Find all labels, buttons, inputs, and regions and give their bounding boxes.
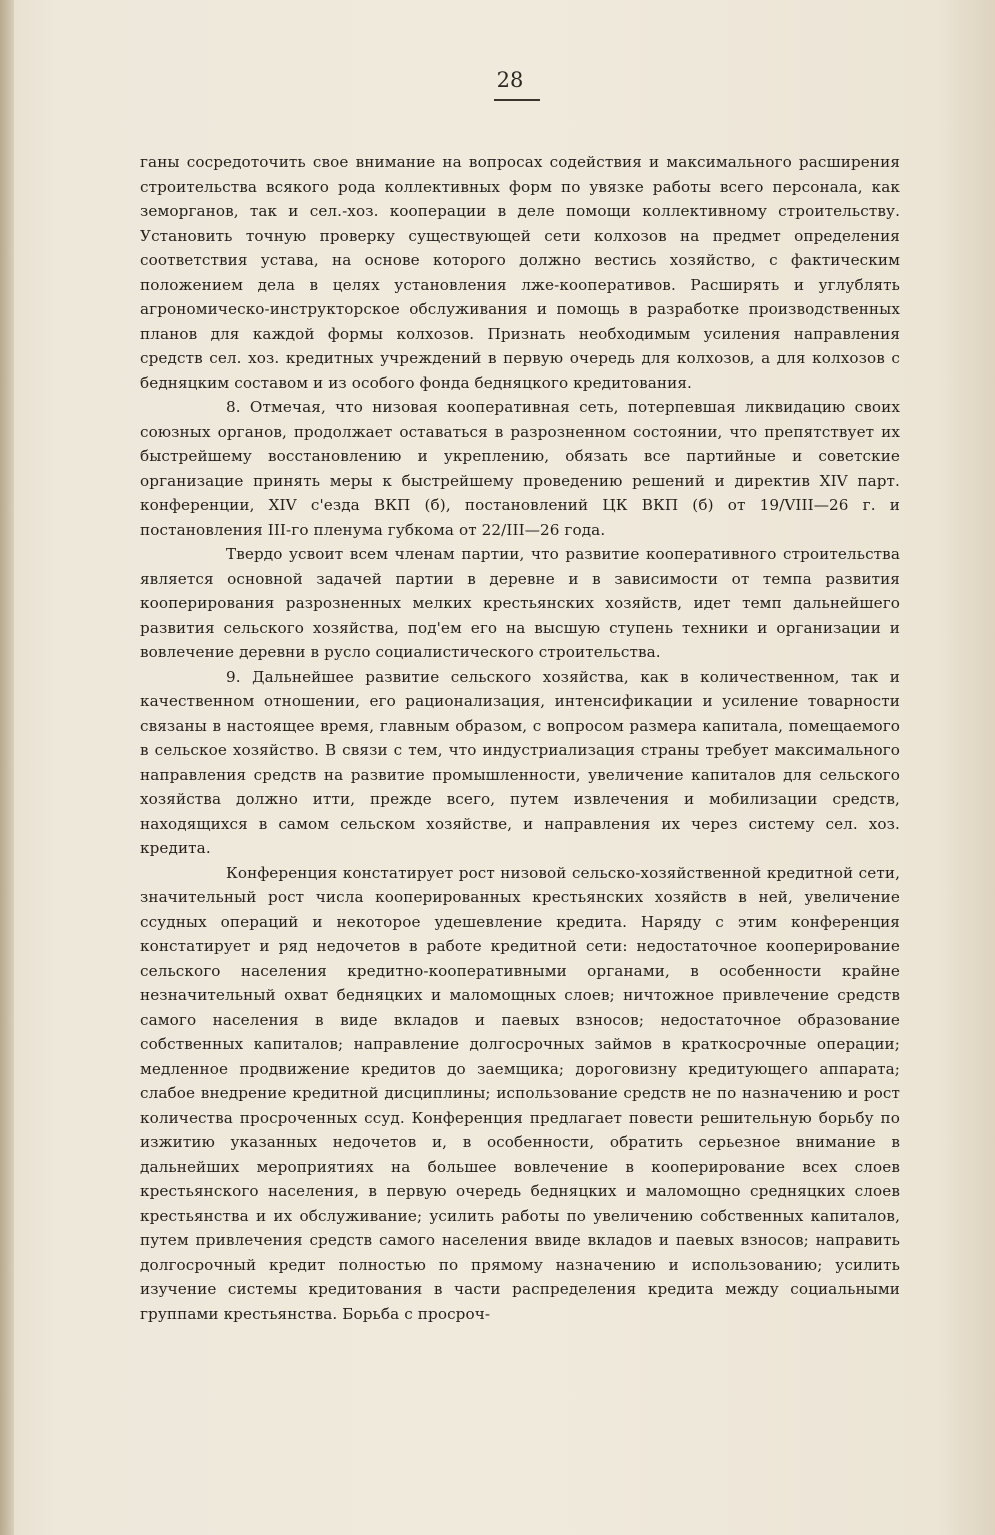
paragraph-resolution: Твердо усвоит всем членам партии, что развитие кооперативного строительства является основной задачей партии в деревне и в зависимости от темпа развития кооперирования разрозненных мелких крестьянских хозяйств, идет темп дальнейшего развития сельского хозяйства, под'ем его на высшую ступень техники и организации и вовлечение деревни в русло социалистического строительства. (140, 545, 900, 661)
paragraph-item-9: 9. Дальнейшее развитие сельского хозяйства, как в количественном, так и качественном отношении, его рационализация, интенсификации и усиление товарности связаны в настоящее время, главным образом, с вопросом размера капитала, помещаемого в сельское хозяйство. В связи с тем, что индустриализация страны требует максимального направления средств на развитие промышленности, увеличение капиталов для сельского хозяйства должно итти, прежде всего, путем извлечения и мобилизации средств, находящихся в самом сельском хозяйстве, и направления их через систему сел. хоз. кредита. (140, 667, 900, 857)
paragraph-item-8: 8. Отмечая, что низовая кооперативная сеть, потерпевшая ликвидацию своих союзных органов, продолжает оставаться в разрозненном состоянии, что препятствует их быстрейшему восстановлению и укреплению, обязать все партийные и советские организацие принять меры к быстрейшему проведению решений и директив XIV парт. конференции, XIV с'езда ВКП (б), постановлений ЦК ВКП (б) от 19/VIII—26 г. и постановления III-го пленума губкома от 22/III—26 года. (140, 398, 900, 539)
page-number-underline (494, 99, 540, 101)
paragraph-continuation: ганы сосредоточить свое внимание на вопросах содействия и максимального расширения строительства всякого рода коллективных форм по увязке работы всего персонала, как земорганов, так и сел.-хоз. кооперации в деле помощи коллективному строительству. Установить точную проверку существующей сети колхозов на предмет определения соответствия устава, на основе которого должно вестись хозяйство, с фактическим положением дела в целях установления лже-кооперативов. Расширять и углублять агрономическо-инструкторское обслуживания и помощь в разработке производственных планов для каждой формы колхозов. Признать необходимым усиления направления средств сел. хоз. кредитных учреждений в первую очередь для колхозов, а для колхозов с бедняцким составом и из особого фонда бедняцкого кредитования. (140, 153, 900, 392)
page-binding-edge (0, 0, 14, 1535)
page-number: 28 (496, 68, 524, 92)
paragraph-conference: Конференция констатирует рост низовой сельско-хозяйственной кредитной сети, значительный рост числа кооперированных крестьянских хозяйств в ней, увеличение ссудных операций и некоторое удешевление кредита. Наряду с этим конференция констатирует и ряд недочетов в работе кредитной сети: недостаточное кооперирование сельского населения кредитно-кооперативными органами, в особенности крайне незначительный охват бедняцких и маломощных слоев; ничтожное привлечение средств самого населения в виде вкладов и паевых взносов; недостаточное образование собственных капиталов; направление долгосрочных займов в краткосрочные операции; медленное продвижение кредитов до заемщика; дороговизну кредитующего аппарата; слабое внедрение кредитной дисциплины; использование средств не по назначению и рост количества просроченных ссуд. Конференция предлагает повести решительную борьбу по изжитию указанных недочетов и, в особенности, обратить серьезное внимание в дальнейших мероприятиях на большее вовлечение в кооперирование всех слоев крестьянского населения, в первую очередь бедняцких и маломощно средняцких слоев крестьянства и их обслуживание; усилить работы по увеличению собственных капиталов, путем привлечения средств самого населения ввиде вкладов и паевых взносов; направить долгосрочный кредит полностью по прямому назначению и использованию; усилить изучение системы кредитования в части распределения кредита между социальными группами крестьянства. Борьба с просроч- (140, 863, 900, 1323)
body-text (140, 150, 900, 1326)
